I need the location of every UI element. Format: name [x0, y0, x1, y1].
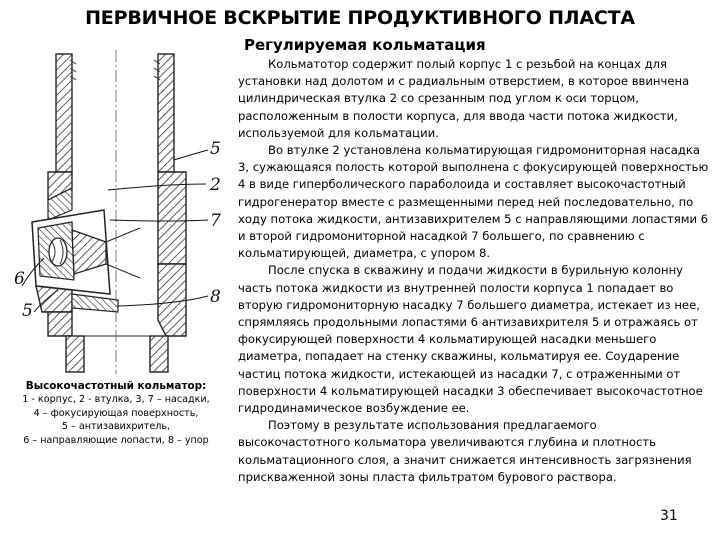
- caption-line: 6 – направляющие лопасти, 8 – упор: [23, 434, 209, 446]
- slide-title: ПЕРВИЧНОЕ ВСКРЫТИЕ ПРОДУКТИВНОГО ПЛАСТА: [85, 7, 635, 29]
- label-2: 2: [210, 175, 221, 195]
- caption-line: 1 - корпус, 2 - втулка, 3, 7 – насадки,: [22, 394, 210, 406]
- paragraph: После спуска в скважину и подачи жидкости в бурильную колонну часть потока жидкости из внутренней полости корпуса 1 попадает во вторую гидромониторную насадку 7 большего диаметра, истекает из нее, спрямляясь продольными лопастями 6 антизавихрителя 5 и отражаясь от фокусирующей поверхности 4 кольматирующей насадки меньшего диаметра, попадает на стенку скважины, кольматируя ее. Соударение частиц потока жидкости, истекающей из насадки 7, с отраженными от поверхности 4 кольматирующей насадки 3 обеспечивает высокочастотное гидродинамическое возбуждение ее.: [238, 263, 703, 416]
- stop-ring: [72, 294, 118, 312]
- caption-title: Высокочастотный кольматор:: [25, 380, 207, 392]
- lower-wall-right: [150, 336, 168, 372]
- kolmatator-drawing: [8, 50, 230, 374]
- label-8: 8: [210, 287, 221, 307]
- paragraph: Во втулке 2 установлена кольматирующая гидромониторная насадка 3, сужающаяся полость которой выполнена с фокусирующей поверхностью 4 в виде гиперболического параболоида и составляет высокочастотный гидрогенератор вместе с размещенными перед ней последовательно, по ходу потока жидкости, антизавихрителем 5 с направляющими лопастями 6 и второй гидромониторной насадкой 7 большего, по сравнению с кольматирующей, диаметра, с упором 8.: [238, 143, 709, 261]
- paragraph: Кольматотор содержит полый корпус 1 с резьбой на концах для установки над долотом и с радиальным отверстием, в которое ввинчена цилиндрическая втулка 2 со срезанным под углом к оси торцом, расположенным в полости корпуса, для ввода части потока жидкости, используемой для кольматации.: [238, 57, 690, 140]
- page-number: 31: [660, 508, 678, 524]
- label-5-top: 5: [210, 139, 221, 159]
- caption-line: 5 – антизавихритель,: [61, 421, 171, 433]
- label-7: 7: [210, 211, 221, 231]
- caption-line: 4 – фокусирующая поверхность,: [33, 407, 199, 419]
- figure-caption: [4, 380, 228, 447]
- lower-wall-left: [66, 336, 84, 372]
- body-text: [238, 56, 712, 486]
- upper-wall-left: [56, 54, 72, 172]
- label-5-bottom: 5: [22, 301, 33, 321]
- paragraph: Поэтому в результате использования предлагаемого высокочастотного кольматора увеличиваются глубина и плотность кольматационного слоя, а значит снижается интенсивность загрязнения прискваженной зоны пласта фильтратом бурового раствора.: [238, 418, 692, 484]
- label-6: 6: [14, 269, 25, 289]
- upper-wall-right: [158, 54, 174, 172]
- slide-subtitle: Регулируемая кольматация: [244, 36, 486, 54]
